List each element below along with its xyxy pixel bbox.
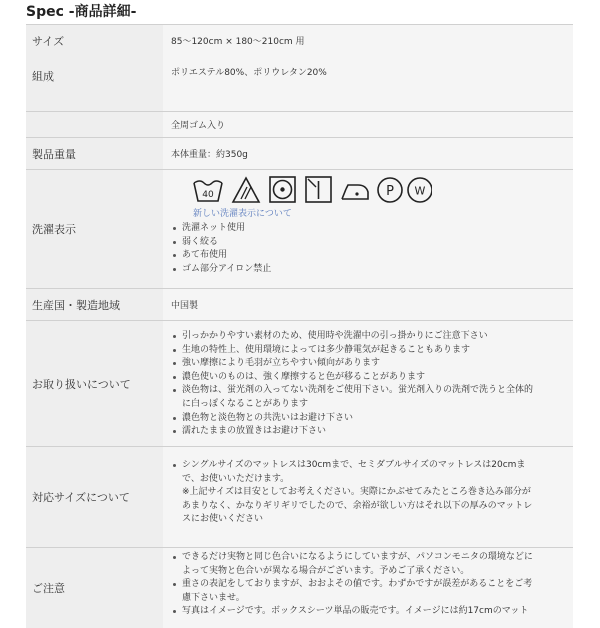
wetclean-w-icon — [408, 178, 432, 202]
list-item: あて布使用 — [171, 249, 569, 263]
list-item — [171, 384, 569, 411]
fit-list — [171, 459, 569, 527]
value-size-cell — [163, 25, 573, 56]
value-composition: ポリエステル80%、ポリウレタン20% — [171, 67, 327, 78]
list-item-continuation: に白っぽくなることがあります — [182, 398, 309, 409]
value-composition-cell — [163, 56, 573, 111]
row-fit — [26, 447, 573, 548]
list-item-text: 淡色物は、蛍光剤の入ってない洗剤をご使用下さい。蛍光剤入りの洗剤で洗うと全体的 — [182, 385, 534, 396]
value-washing-cell — [163, 170, 573, 288]
row-size — [26, 24, 573, 57]
label-fit: 対応サイズについて — [26, 447, 163, 547]
list-item — [171, 578, 569, 605]
label-elastic — [26, 112, 163, 137]
list-item: 生地の特性上、使用環境によっては多少静電気が起きることもあります — [171, 344, 569, 358]
value-origin: 中国製 — [171, 301, 199, 311]
handling-list — [171, 330, 569, 439]
row-elastic — [26, 112, 573, 138]
list-item: 洗濯ネット使用 — [171, 222, 569, 236]
row-washing — [26, 170, 573, 289]
list-item: 濡れたままの放置きはお避け下さい — [171, 425, 569, 439]
notes-line-2: よって実物と色合いが異なる場合がございます。予めご了承ください。 — [182, 565, 470, 576]
fit-line-4: あまりなく、かなりギリギリでしたので、余裕が欲しい方はそれ以下の厚みのマットレ — [182, 500, 533, 511]
value-elastic: 全周ゴム入り — [171, 121, 226, 131]
wetclean-letter: W — [414, 184, 426, 198]
washing-list — [171, 222, 569, 276]
fit-line-5: スにお使いください — [182, 514, 264, 525]
list-item — [171, 551, 569, 578]
bleach-ok-icon — [233, 178, 259, 202]
list-item: 濃色物と淡色物との共洗いはお避け下さい — [171, 412, 569, 426]
fit-line-1: シングルサイズのマットレスは30cmまで、セミダブルサイズのマットレスは20cmま — [182, 460, 526, 470]
list-item: 引っかかりやすい素材のため、使用時や洗濯中の引っ掛かりにご注意下さい — [171, 330, 569, 344]
dryclean-letter: P — [386, 184, 394, 199]
page-heading: Spec -商品詳細- — [26, 4, 137, 20]
value-origin-cell — [163, 289, 573, 320]
fit-line-3: ※上記サイズは目安としてお考えください。実際にかぶせてみたところ巻き込み部分が — [182, 487, 531, 498]
row-composition — [26, 56, 573, 112]
value-fit-cell — [163, 447, 573, 547]
label-size: サイズ — [26, 25, 163, 56]
list-item: ゴム部分アイロン禁止 — [171, 263, 569, 277]
list-item — [171, 459, 569, 527]
row-handling — [26, 321, 573, 447]
label-washing: 洗濯表示 — [26, 170, 163, 288]
value-notes-cell — [163, 548, 573, 628]
fit-line-2: で、お使いいただけます。 — [182, 473, 290, 484]
label-origin: 生産国・製造地域 — [26, 289, 163, 320]
value-weight-cell — [163, 138, 573, 169]
label-notes: ご注意 — [26, 548, 163, 628]
label-composition: 組成 — [26, 56, 163, 111]
value-elastic-cell — [163, 112, 573, 137]
label-handling: お取り扱いについて — [26, 321, 163, 446]
line-dry-icon — [306, 177, 331, 202]
list-item: 弱く絞る — [171, 236, 569, 250]
notes-list — [171, 551, 569, 619]
list-item: 強い摩擦により毛羽が立ちやすい傾向があります — [171, 357, 569, 371]
tumble-dry-icon — [270, 177, 295, 202]
value-size: 85〜120cm × 180〜210cm 用 — [171, 37, 305, 47]
notes-line-1: できるだけ実物と同じ色合いになるようにしていますが、パソコンモニタの環境などに — [182, 552, 533, 562]
row-origin — [26, 289, 573, 321]
row-notes — [26, 548, 573, 628]
wash-40-icon — [194, 181, 222, 201]
iron-low-icon — [342, 185, 368, 199]
list-item: 写真はイメージです。ボックスシーツ単品の販売です。イメージには約17cmのマット — [171, 605, 569, 619]
wash-temp-label: 40 — [202, 190, 214, 200]
row-weight — [26, 138, 573, 170]
value-weight: 本体重量：約350g — [171, 150, 248, 160]
care-symbols — [192, 175, 432, 205]
dryclean-p-icon — [378, 178, 402, 202]
care-label-link[interactable]: 新しい洗濯表示について — [193, 209, 292, 219]
notes-line-4: 慮下さいませ。 — [182, 592, 245, 603]
label-weight: 製品重量 — [26, 138, 163, 169]
notes-line-3: 重さの表記をしておりますが、おおよその値です。わずかですが誤差があることをご考 — [182, 579, 533, 590]
value-handling-cell — [163, 321, 573, 446]
list-item: 濃色使いのものは、強く摩擦すると色が移ることがあります — [171, 371, 569, 385]
